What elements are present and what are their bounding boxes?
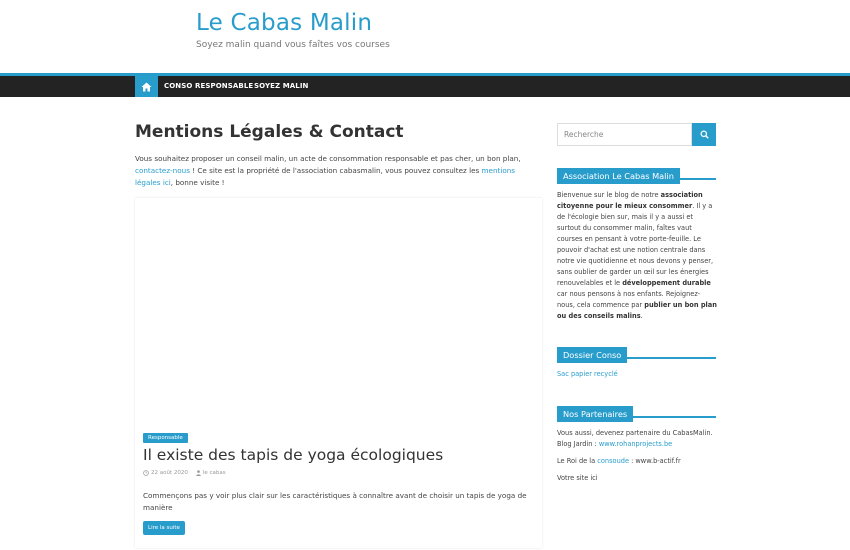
home-icon <box>141 82 152 92</box>
intro-text: ! Ce site est la propriété de l'association cabasmalin, vous pouvez consultez les <box>189 166 482 175</box>
intro-text: Vous souhaitez proposer un conseil malin, un acte de consommation responsable et pas cher, un bon plan, <box>135 154 521 163</box>
text: Bienvenue sur le blog de notre <box>557 191 661 199</box>
widget-title-text: Association Le Cabas Malin <box>557 168 680 184</box>
bold-text: association citoyenne pour le mieux consommer <box>557 191 703 210</box>
post-excerpt: Commençons pas y voir plus clair sur les caractéristiques à connaître avant de choisir un tapis de yoga de manière <box>143 491 527 512</box>
text: Le Roi de la <box>557 457 598 465</box>
nav-item-conso-responsable[interactable]: CONSO RESPONSABLE <box>164 82 254 90</box>
text: . <box>640 312 643 320</box>
association-description <box>557 190 717 322</box>
post-author-text: le cabas <box>202 470 226 476</box>
bold-text: publier un bon plan ou des conseils malins <box>557 301 717 320</box>
post-author[interactable] <box>196 470 226 476</box>
clock-icon <box>143 470 149 476</box>
text: : www.b-actif.fr <box>629 457 681 465</box>
home-button[interactable] <box>135 76 158 97</box>
main-navigation <box>0 76 850 97</box>
post-featured-image[interactable] <box>135 198 542 426</box>
sac-papier-link[interactable]: Sac papier recyclé <box>557 370 618 378</box>
text: Vous aussi, devenez partenaire du CabasMalin. <box>557 429 713 437</box>
text: Blog Jardin : <box>557 440 599 448</box>
site-title[interactable]: Le Cabas Malin <box>196 10 373 36</box>
partners-list <box>557 428 717 490</box>
contact-link[interactable]: contactez-nous <box>135 166 190 175</box>
widget-title-dossier-conso <box>557 343 716 359</box>
post-date[interactable] <box>143 470 188 476</box>
legal-mentions-link[interactable]: mentions légales ici <box>135 166 516 187</box>
main-content <box>0 97 850 550</box>
consoude-link[interactable]: consoude <box>597 457 629 465</box>
site-tagline: Soyez malin quand vous faîtes vos courses <box>196 40 390 50</box>
page-title: Mentions Légales & Contact <box>135 122 404 142</box>
post-date-text: 22 août 2020 <box>151 470 188 476</box>
widget-title-text: Dossier Conso <box>557 347 627 363</box>
nav-item-soyez-malin[interactable]: SOYEZ MALIN <box>254 82 309 90</box>
bold-text: développement durable <box>622 279 711 287</box>
intro-paragraph <box>135 153 540 189</box>
post-card <box>135 198 542 548</box>
widget-title-text: Nos Partenaires <box>557 406 633 422</box>
widget-title-partenaires <box>557 402 716 418</box>
user-icon <box>196 470 201 476</box>
post-title[interactable]: Il existe des tapis de yoga écologiques <box>143 446 444 464</box>
text: car nous pensons à nos enfants. Rejoignez-nous, cela commence par <box>557 290 701 309</box>
read-more-button[interactable]: Lire la suite <box>143 521 185 535</box>
your-site-here: Votre site ici <box>557 474 598 482</box>
text: . Il y a de l'écologie bien sur, mais il y a aussi et surtout du consommer malin, faîtes vaut courses en pensant à votre porte-feuille. Le pouvoir d'achat est une notion centrale dans notre vie quotidienne et nous devons y penser, sans oublier de garder un œil sur les énergies renouvelables et le <box>557 202 714 287</box>
rohanprojects-link[interactable]: www.rohanprojects.be <box>598 440 673 448</box>
category-badge[interactable]: Responsable <box>143 433 188 443</box>
post-meta <box>143 470 226 476</box>
search-icon <box>700 130 709 139</box>
partner-b-actif <box>557 456 717 467</box>
search-button[interactable] <box>692 123 716 146</box>
intro-text: , bonne visite ! <box>170 178 225 187</box>
widget-title-association <box>557 164 716 180</box>
site-header <box>0 0 850 73</box>
partners-intro <box>557 428 717 450</box>
search-input[interactable] <box>557 123 692 146</box>
